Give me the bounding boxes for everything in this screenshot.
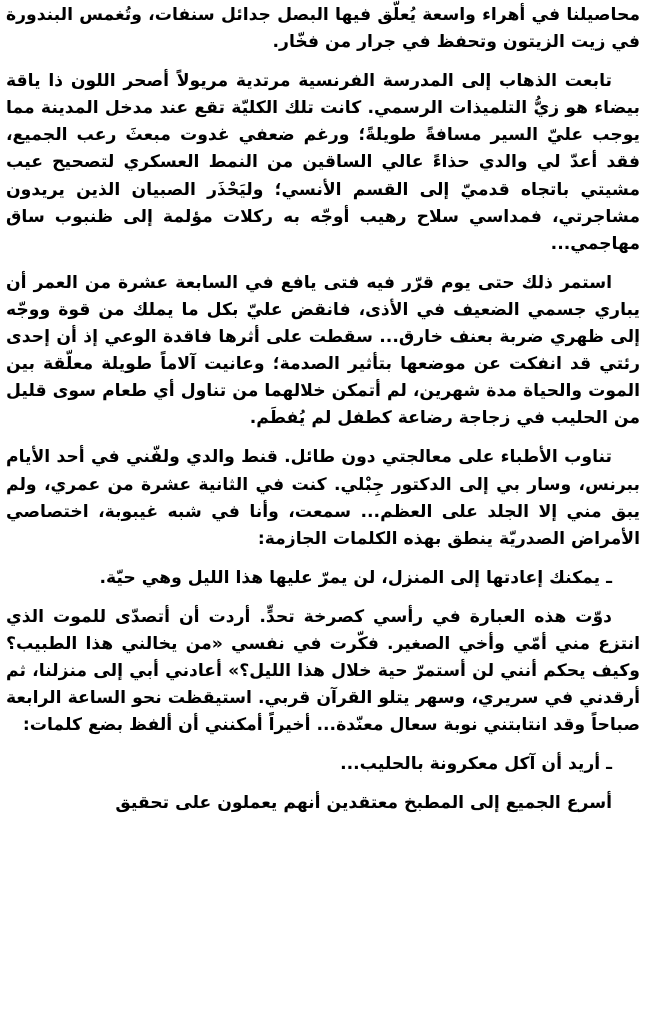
document-page — [6, 2, 640, 830]
paragraph-doctors: تناوب الأطباء على معالجتي دون طائل. قنط والدي ولفّني في أحد الأيام ببرنس، وسار بي إلى الدكتور جِبْلي. كنت في الثانية عشرة من عمري، ولم يبق مني إلا الجلد على العظم... سمعت، وأنا في شبه غيبوبة، اختصاصي الأمراض الصدريّة ينطق بهذه الكلمات الجازمة: — [6, 447, 640, 549]
paragraph-school: تابعت الذهاب إلى المدرسة الفرنسية مرتدية مريولاً أصحر اللون ذا ياقة بيضاء هو زيُّ التلميذات الرسمي. كانت تلك الكليّة تقع عند مدخل المدينة مما يوجب عليّ السير مسافةً طويلةً؛ ورغم ضعفي غدوت مبعثَ رعب الجميع، فقد أعدّ لي والدي حذاءً عالي الساقين من النمط العسكري لتصحيح عيب مشيتي باتجاه قدميّ إلى القسم الأنسي؛ وليَحْذَر الصبيان الذين يريدون مشاجرتي، فمداسي سلاح رهيب أوجّه به ركلات مؤلمة إلى ظنبوب ساق مهاجمي... — [6, 71, 640, 254]
dialogue-request: ـ أريد أن آكل معكرونة بالحليب... — [340, 754, 612, 775]
dialogue-doctor: ـ يمكنك إعادتها إلى المنزل، لن يمرّ عليها هذا الليل وهي حيّة. — [99, 567, 612, 588]
paragraph-kitchen: أسرع الجميع إلى المطبخ معتقدين أنهم يعملون على تحقيق — [115, 793, 612, 814]
paragraph-challenge: دوّت هذه العبارة في رأسي كصرخة تحدٍّ. أردت أن أتصدّى للموت الذي انتزع مني أمّي وأخي الصغير. فكّرت في نفسي «من يخالني هذا الطبيب؟ وكيف يحكم أنني لن أستمرّ حية خلال هذا الليل؟» أعادني أبي إلى منزلنا، ثم أرقدني في سريري، وسهر يتلو القرآن قربي. استيقظت نحو الساعة الرابعة صباحاً وقد انتابتني نوبة سعال معنّدة... أخيراً أمكنني أن ألفظ بضع كلمات: — [6, 606, 640, 736]
paragraph-attack: استمر ذلك حتى يوم قرّر فيه فتى يافع في السابعة عشرة من العمر أن يباري جسمي الضعيف في الأذى، فانقض عليّ بكل ما يملك من قوة ووجّه إلى ظهري ضربة بعنف خارق... سقطت على أثرها فاقدة الوعي إذ أن إحدى رئتي قد انفكت عن موضعها بتأثير الصدمة؛ وعانيت آلاماً طويلة معلّقة بين الموت والحياة مدة شهرين، لم أتمكن خلالهما من تناول أي طعام سوى قليل من الحليب في زجاجة رضاعة كطفل لم يُفطَم. — [6, 272, 640, 429]
paragraph-harvest: محاصيلنا في أهراء واسعة يُعلّق فيها البصل جدائل سنفات، وتُغمس البندورة في زيت الزيتون وتحفظ في جرار من فخّار. — [6, 5, 640, 53]
